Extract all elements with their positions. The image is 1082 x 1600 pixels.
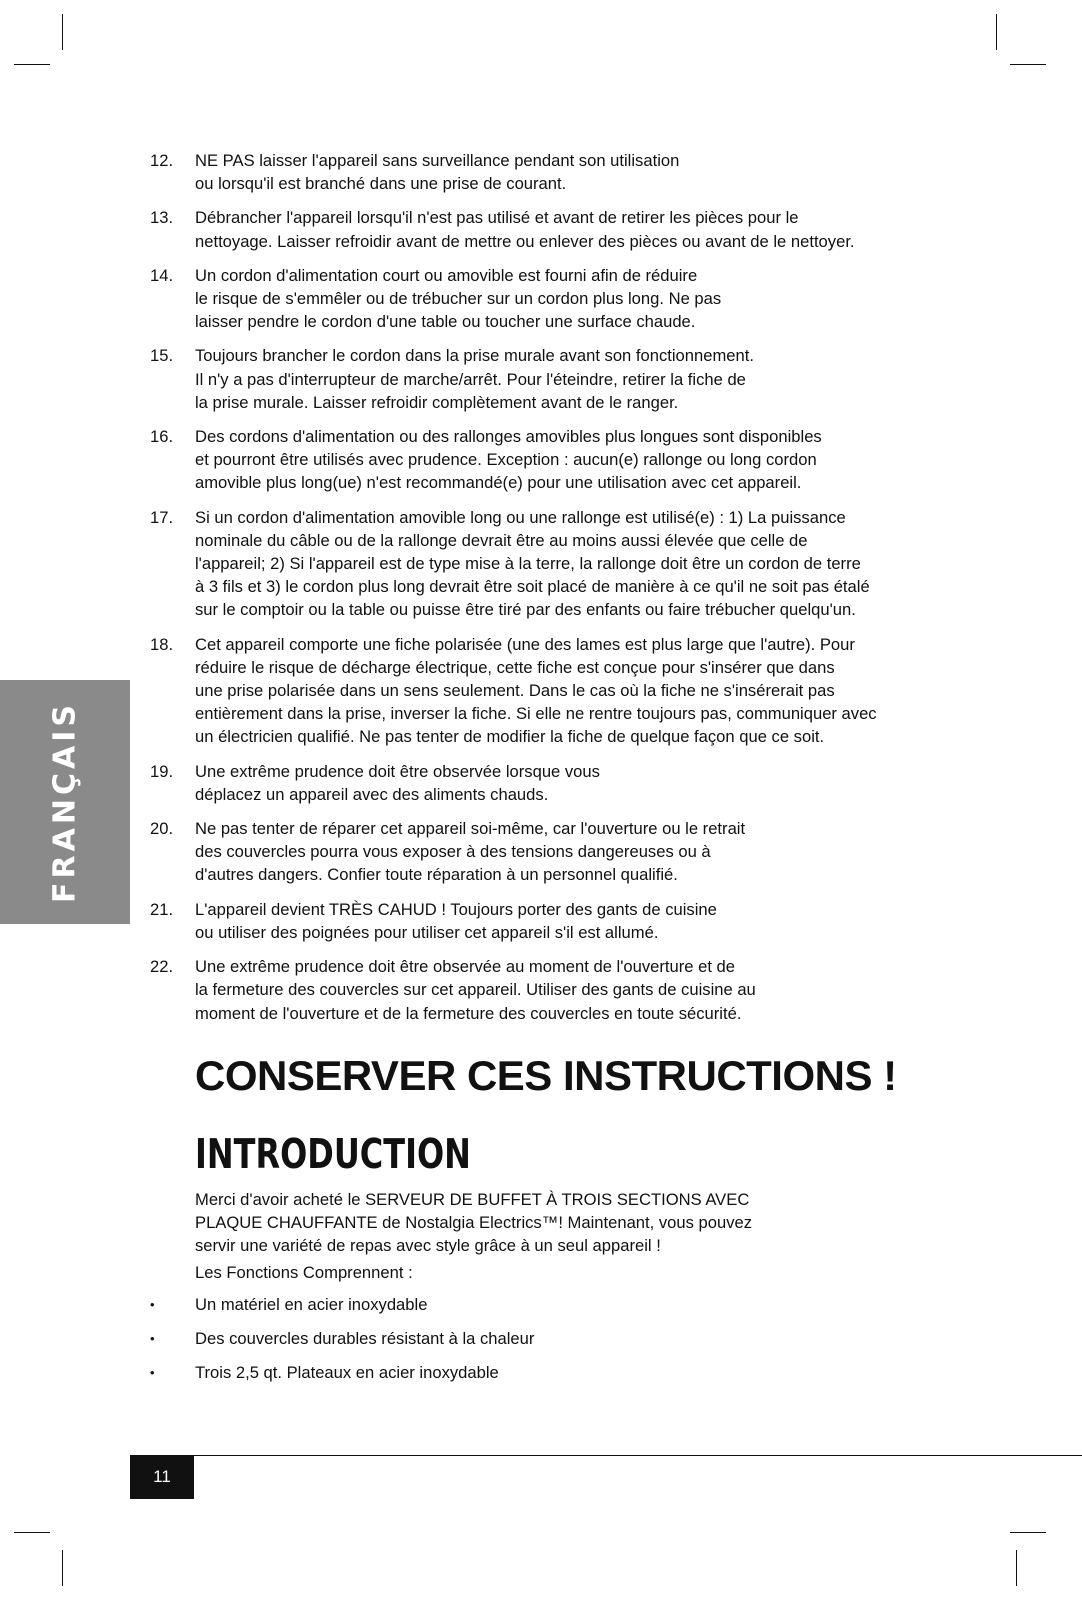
list-item-number: 16. — [150, 427, 174, 447]
list-item-text-line: Il n'y a pas d'interrupteur de marche/arrêt. Pour l'éteindre, retirer la fiche de — [195, 369, 746, 389]
list-item-text-line: un électricien qualifié. Ne pas tenter de modifier la fiche de quelque façon que ce soit. — [195, 727, 825, 747]
list-item-text-line: la prise murale. Laisser refroidir complètement avant de le ranger. — [195, 392, 679, 412]
list-item-text-line: Cet appareil comporte une fiche polarisée (une des lames est plus large que l'autre). Pour — [195, 634, 855, 654]
list-item-text-line: Une extrême prudence doit être observée au moment de l'ouverture et de — [195, 957, 736, 977]
list-item-text-line: laisser pendre le cordon d'une table ou toucher une surface chaude. — [195, 312, 696, 332]
list-item-text-line: entièrement dans la prise, inverser la fiche. Si elle ne rentre toujours pas, communiquer avec — [195, 704, 877, 724]
feature-text: Des couvercles durables résistant à la chaleur — [195, 1329, 535, 1348]
list-item — [150, 760, 940, 806]
list-item — [150, 955, 940, 1025]
bullet-icon: • — [150, 1365, 155, 1380]
list-item-number: 19. — [150, 761, 174, 781]
list-item-text-line: déplacez un appareil avec des aliments chauds. — [195, 784, 549, 804]
list-item-text-line: NE PAS laisser l'appareil sans surveillance pendant son utilisation — [195, 151, 680, 170]
crop-mark — [62, 1550, 63, 1586]
list-item-number: 12. — [150, 151, 174, 170]
list-item-text-line: le risque de s'emmêler ou de trébucher sur un cordon plus long. Ne pas — [195, 289, 722, 309]
safety-instructions-list — [150, 149, 940, 1036]
list-item — [150, 206, 940, 252]
crop-mark — [1016, 1550, 1017, 1586]
list-item-text-line: l'appareil; 2) Si l'appareil est de type mise à la terre, la rallonge doit être un cordon de terre — [195, 554, 861, 574]
list-item-text-line: réduire le risque de décharge électrique, cette fiche est conçue pour s'insérer que dans — [195, 657, 835, 677]
paragraph-line: servir une variété de repas avec style grâce à un seul appareil ! — [195, 1236, 661, 1256]
list-item-text-line: Ne pas tenter de réparer cet appareil soi-même, car l'ouverture ou le retrait — [195, 819, 746, 839]
list-item-text-line: Des cordons d'alimentation ou des rallonges amovibles plus longues sont disponibles — [195, 427, 822, 447]
features-list — [150, 1293, 534, 1395]
crop-mark — [14, 64, 50, 65]
crop-mark — [62, 14, 63, 50]
list-item-text-line: d'autres dangers. Confier toute réparation à un personnel qualifié. — [195, 865, 678, 885]
crop-mark — [14, 1532, 50, 1533]
feature-item — [150, 1327, 534, 1350]
bullet-icon: • — [150, 1297, 155, 1312]
language-tab-label: FRANÇAIS — [47, 701, 83, 903]
paragraph-line: Merci d'avoir acheté le SERVEUR DE BUFFET À TROIS SECTIONS AVEC — [195, 1190, 750, 1209]
list-item-text-line: et pourront être utilisés avec prudence. Exception : aucun(e) rallonge ou long cordon — [195, 450, 817, 470]
list-item-text-line: Si un cordon d'alimentation amovible long ou une rallonge est utilisé(e) : 1) La puissance — [195, 507, 846, 527]
list-item — [150, 633, 940, 749]
save-instructions-heading: CONSERVER CES INSTRUCTIONS ! — [195, 1052, 897, 1099]
feature-item — [150, 1293, 534, 1316]
list-item-text-line: à 3 fils et 3) le cordon plus long devrait être soit placé de manière à ce qu'il ne soit pas étalé — [195, 577, 870, 597]
list-item-text-line: ou lorsqu'il est branché dans une prise de courant. — [195, 174, 567, 194]
feature-item — [150, 1361, 534, 1384]
list-item-number: 14. — [150, 265, 174, 285]
list-item-text-line: Un cordon d'alimentation court ou amovible est fourni afin de réduire — [195, 265, 698, 285]
list-item — [150, 425, 940, 495]
list-item — [150, 149, 940, 195]
list-item-text-line: des couvercles pourra vous exposer à des tensions dangereuses ou à — [195, 842, 711, 862]
bullet-icon: • — [150, 1331, 155, 1346]
list-item — [150, 817, 940, 887]
list-item-number: 22. — [150, 957, 174, 977]
list-item-number: 20. — [150, 819, 174, 839]
list-item-text-line: Toujours brancher le cordon dans la prise murale avant son fonctionnement. — [195, 346, 754, 366]
list-item-text-line: la fermeture des couvercles sur cet appareil. Utiliser des gants de cuisine au — [195, 980, 756, 1000]
list-item — [150, 506, 940, 622]
list-item-number: 15. — [150, 346, 174, 366]
list-item-text-line: moment de l'ouverture et de la fermeture des couvercles en toute sécurité. — [195, 1003, 742, 1023]
list-item-text-line: amovible plus long(ue) n'est recommandé(e) pour une utilisation avec cet appareil. — [195, 473, 802, 493]
paragraph-line: PLAQUE CHAUFFANTE de Nostalgia Electrics™! Maintenant, vous pouvez — [195, 1213, 753, 1233]
list-item-number: 13. — [150, 208, 174, 228]
list-item-text-line: une prise polarisée dans un sens seulement. Dans le cas où la fiche ne s'insérerait pas — [195, 681, 835, 701]
feature-text: Trois 2,5 qt. Plateaux en acier inoxydable — [195, 1363, 499, 1382]
list-item-number: 17. — [150, 507, 174, 527]
list-item-text-line: sur le comptoir ou la table ou puisse être tiré par des enfants ou faire trébucher quelqu'un. — [195, 600, 856, 620]
introduction-heading: INTRODUCTION — [195, 1130, 471, 1178]
list-item-text-line: Une extrême prudence doit être observée lorsque vous — [195, 761, 600, 781]
list-item — [150, 264, 940, 334]
list-item — [150, 898, 940, 944]
features-label: Les Fonctions Comprennent : — [195, 1263, 413, 1282]
crop-mark — [1010, 64, 1046, 65]
list-item-text-line: nominale du câble ou de la rallonge devrait être au moins aussi élevée que celle de — [195, 530, 808, 550]
list-item — [150, 344, 940, 414]
language-tab — [0, 680, 130, 924]
feature-text: Un matériel en acier inoxydable — [195, 1295, 428, 1314]
list-item-text-line: ou utiliser des poignées pour utiliser cet appareil s'il est allumé. — [195, 922, 659, 942]
page-number — [130, 1455, 194, 1499]
list-item-number: 18. — [150, 634, 174, 654]
introduction-paragraph — [195, 1188, 752, 1258]
list-item-text-line: Débrancher l'appareil lorsqu'il n'est pas utilisé et avant de retirer les pièces pour le — [195, 208, 799, 228]
list-item-number: 21. — [150, 899, 174, 919]
crop-mark — [996, 14, 997, 50]
page-number-text: 11 — [153, 1467, 171, 1486]
list-item-text-line: L'appareil devient TRÈS CAHUD ! Toujours porter des gants de cuisine — [195, 899, 717, 919]
footer-divider — [130, 1455, 1082, 1456]
crop-mark — [1010, 1532, 1046, 1533]
list-item-text-line: nettoyage. Laisser refroidir avant de mettre ou enlever des pièces ou avant de le nettoyer. — [195, 231, 855, 251]
